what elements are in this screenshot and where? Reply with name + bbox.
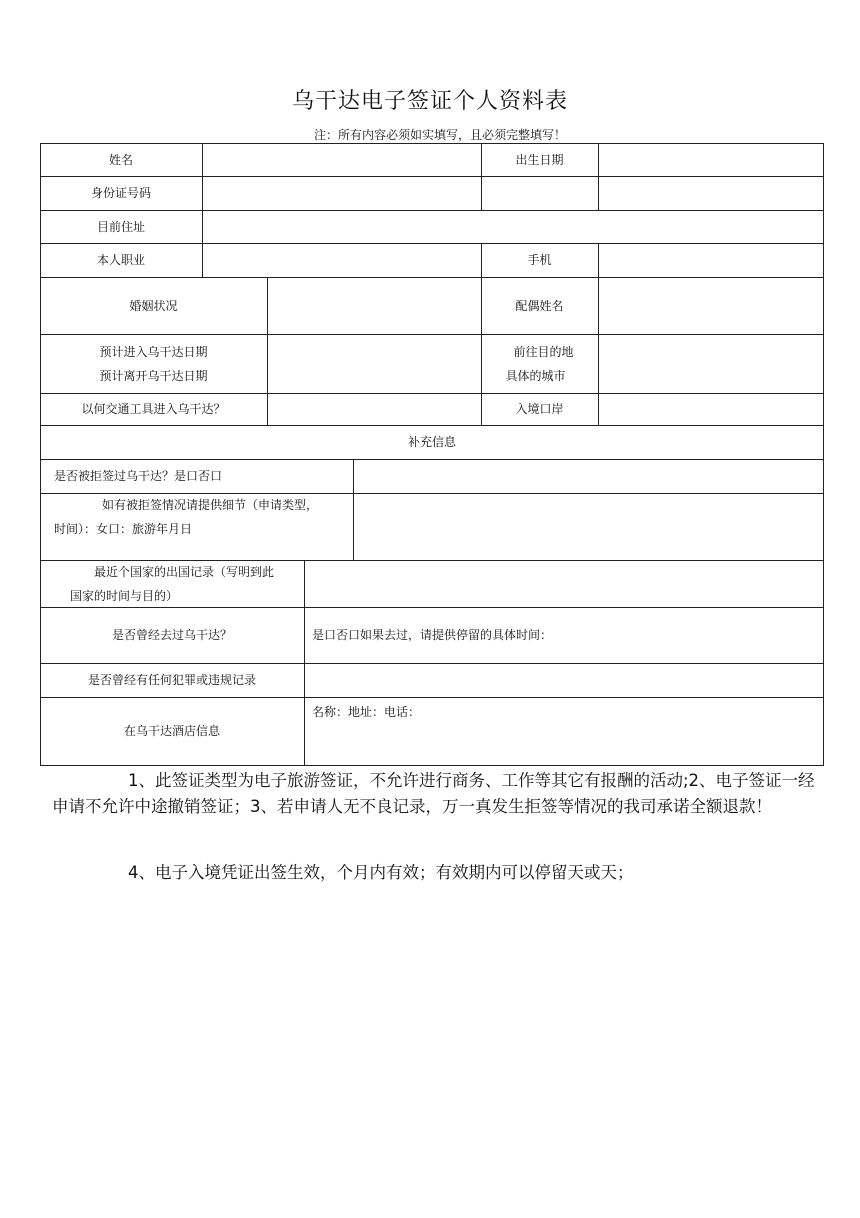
supplement-header: 补充信息 [407,435,456,449]
notes-paragraph-2: 4、电子入境凭证出签生效，个月内有效；有效期内可以停留天或天； [128,863,634,882]
refusal-detail-line-2: 时间）：女口：旅游年月日 [54,522,193,536]
occupation-label: 本人职业 [96,253,145,267]
entry-date-label: 预计进入乌干达日期 [99,344,208,359]
notes-paragraph-1: 1、此签证类型为电子旅游签证，不允许进行商务、工作等其它有报酬的活动;2、电子签证一经申请不允许中途撤销签证；3、若申请人无不良记录，万一真发生拒签等情况的我司承诺全额退款！ [52,771,815,816]
destination-field[interactable] [599,335,823,393]
fill-notice: 注：所有内容必须如实填写，且必须完整填写！ [313,128,566,142]
spouse-name-field[interactable] [599,278,823,334]
hotel-info-value[interactable]: 名称：地址：电话： [312,705,421,719]
marital-status-field[interactable] [268,278,481,334]
entry-port-field[interactable] [599,394,823,425]
mobile-label: 手机 [527,253,552,267]
destination-label [481,334,598,393]
refusal-detail-label [54,493,353,560]
criminal-record-field[interactable] [305,664,823,697]
entry-port-label: 入境口岸 [515,402,564,416]
occupation-field[interactable] [203,244,481,277]
dob-label: 出生日期 [515,152,564,167]
id-extra-field-2[interactable] [599,177,823,210]
hotel-info-label: 在乌干达酒店信息 [123,724,220,738]
name-field[interactable] [203,144,481,176]
travel-dates-field[interactable] [268,335,481,393]
mobile-field[interactable] [599,244,823,277]
marital-status-label: 婚姻状况 [129,298,178,313]
address-label: 目前住址 [96,219,145,234]
address-field[interactable] [203,211,823,243]
destination-label-line-1: 前往目的地 [513,344,574,359]
recent-travel-line-1: 最近个国家的出国记录（写明到此 [94,565,275,579]
id-number-label: 身份证号码 [90,186,151,200]
refused-field[interactable] [354,460,823,493]
recent-travel-label [70,560,304,607]
dob-field[interactable] [599,144,823,176]
criminal-record-label: 是否曾经有任何犯罪或违规记录 [87,673,256,687]
visited-value[interactable]: 是口否口如果去过，请提供停留的具体时间： [312,628,553,642]
name-label: 姓名 [108,152,133,167]
refusal-detail-line-1: 如有被拒签情况请提供细节（申请类型， [102,498,319,512]
exit-date-label: 预计离开乌干达日期 [99,368,208,383]
transport-field[interactable] [268,394,481,425]
transport-label: 以何交通工具进入乌干达？ [81,402,226,416]
page-title: 乌干达电子签证个人资料表 [291,89,568,114]
destination-label-line-2: 具体的城市 [505,368,566,383]
spouse-name-label: 配偶姓名 [515,298,564,313]
recent-travel-line-2: 国家的时间与目的） [70,589,179,603]
refused-label: 是否被拒签过乌干达？是口否口 [54,469,223,483]
travel-dates-label [40,334,267,393]
refusal-detail-field[interactable] [354,494,823,560]
recent-travel-field[interactable] [305,561,823,607]
id-extra-field-1[interactable] [482,177,598,210]
id-number-field[interactable] [203,177,481,210]
visited-label: 是否曾经去过乌干达？ [111,628,232,642]
